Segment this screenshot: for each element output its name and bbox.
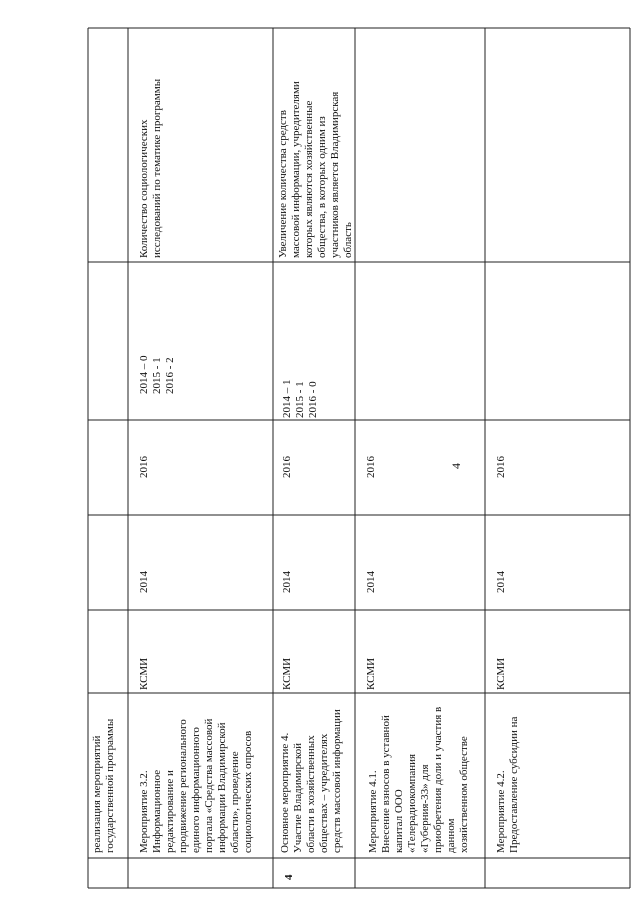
start-cell-wrap xyxy=(128,515,273,610)
executor-cell-wrap xyxy=(355,610,485,693)
table-row xyxy=(485,693,630,858)
event-cell: Мероприятие 4.1. Внесение взносов в уставной капитал ООО «Телерадиокомпания «Губерния-33» для приобретения доли и участия в данном хозяйственном обществе xyxy=(367,706,470,853)
end-cell-wrap xyxy=(355,420,485,515)
end-cell-wrap xyxy=(485,420,630,515)
executor-cell: КСМИ xyxy=(365,657,377,690)
executor-cell: КСМИ xyxy=(281,657,293,690)
values-cell: 2014 – 0 2015 - 1 2016 - 2 xyxy=(138,355,176,394)
start-year: 2014 xyxy=(281,571,293,593)
row-number: 4 xyxy=(283,874,295,880)
start-cell-wrap xyxy=(355,515,485,610)
table-row xyxy=(88,693,128,858)
start-cell-wrap xyxy=(485,515,630,610)
start-cell-wrap xyxy=(273,515,355,610)
table-row xyxy=(355,693,485,858)
executor-cell: КСМИ xyxy=(138,657,150,690)
executor-cell-wrap xyxy=(485,610,630,693)
end-cell-wrap xyxy=(273,420,355,515)
end-year: 2016 xyxy=(138,456,150,478)
indicator-cell: Увеличение количества средств массовой информации, учредителями которых являются хозяйственные общества, в которых одним из участников является Владимирская область xyxy=(277,81,354,258)
page-number: 4 xyxy=(449,463,463,469)
end-year: 2016 xyxy=(281,456,293,478)
indicator-cell-wrap xyxy=(128,28,273,262)
values-cell: 2014 – 1 2015 - 1 2016 - 0 xyxy=(281,379,319,418)
event-cell: реализация мероприятий государственной программы xyxy=(91,718,116,853)
values-cell-wrap xyxy=(273,262,355,420)
start-year: 2014 xyxy=(495,571,507,593)
executor-cell-wrap xyxy=(273,610,355,693)
num-cell-wrap xyxy=(273,858,355,888)
indicator-cell-wrap xyxy=(273,28,355,262)
executor-cell-wrap xyxy=(128,610,273,693)
end-year: 2016 xyxy=(365,456,377,478)
values-cell-wrap xyxy=(128,262,273,420)
event-cell: Основное мероприятие 4. Участие Владимирской области в хозяйственных обществах – учредителях средств массовой информации xyxy=(279,709,343,853)
start-year: 2014 xyxy=(138,571,150,593)
executor-cell: КСМИ xyxy=(495,657,507,690)
event-cell: Мероприятие 4.2. Предоставление субсидии на xyxy=(495,716,520,853)
start-year: 2014 xyxy=(365,571,377,593)
table-row xyxy=(128,693,273,858)
indicator-cell: Количество социологических исследований по тематике программы xyxy=(138,78,163,258)
end-year: 2016 xyxy=(495,456,507,478)
event-cell: Мероприятие 3.2. Информационное редактирование и продвижение регионального единого информационного портала «Средства массовой информации Владимирской области», проведение социологических опросов xyxy=(138,718,254,853)
end-cell-wrap xyxy=(128,420,273,515)
table-row xyxy=(273,693,355,858)
